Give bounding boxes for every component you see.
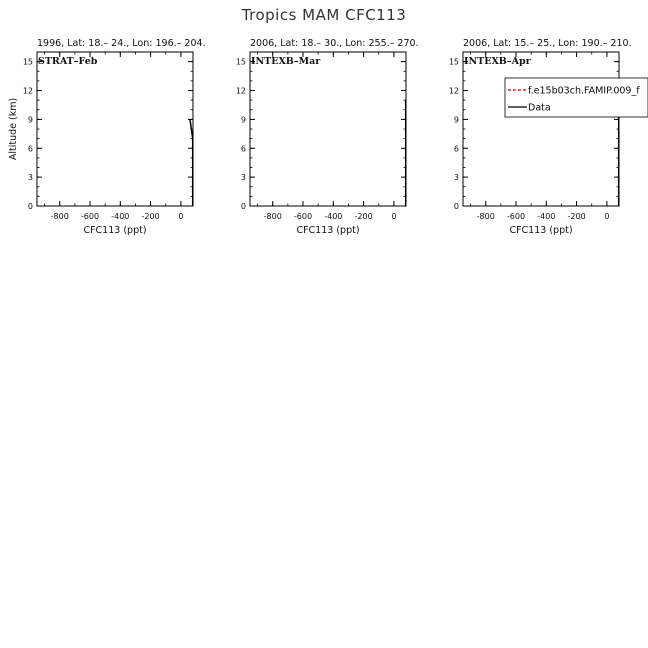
series-line-data (190, 119, 193, 206)
y-tick-label: 15 (235, 57, 246, 67)
x-tick-label: -600 (293, 212, 313, 221)
x-tick-label: -400 (537, 212, 556, 221)
x-tick-label: -600 (506, 212, 526, 221)
y-tick-label: 0 (27, 202, 33, 211)
y-tick-label: 9 (453, 115, 459, 125)
y-tick-label: 0 (453, 202, 459, 211)
legend-label: Data (528, 102, 551, 114)
panel-subtitle-2: 2006, Lat: 18.– 30., Lon: 255.– 270. (250, 38, 419, 49)
chart-title: Tropics MAM CFC113 (241, 6, 407, 24)
y-tick-label: 3 (27, 173, 33, 183)
x-axis-label: CFC113 (ppt) (296, 225, 360, 236)
y-tick-label: 6 (240, 144, 246, 154)
x-tick-label: -800 (50, 212, 69, 221)
x-tick-label: -200 (567, 212, 586, 221)
panel-subtitle-3: 2006, Lat: 15.– 25., Lon: 190.– 210. (463, 38, 632, 49)
x-tick-label: -600 (80, 212, 100, 221)
y-tick-label: 3 (240, 173, 246, 183)
y-tick-label: 9 (240, 115, 246, 125)
x-axis-label: CFC113 (ppt) (509, 225, 573, 236)
y-tick-label: 15 (22, 57, 33, 67)
panel-label-2: INTEXB–Mar (251, 56, 321, 67)
x-tick-label: -400 (324, 212, 343, 221)
y-axis-label: Altitude (km) (8, 97, 19, 161)
panel-label-1: STRAT–Feb (38, 56, 98, 67)
y-tick-label: 0 (240, 202, 246, 211)
x-tick-label: 0 (604, 212, 610, 221)
x-tick-label: -800 (476, 212, 495, 221)
y-tick-label: 12 (235, 86, 246, 96)
plot-frame-1 (37, 52, 193, 206)
plot-frame-3 (463, 52, 619, 206)
y-tick-label: 15 (448, 57, 459, 67)
y-tick-label: 6 (453, 144, 459, 154)
x-tick-label: -400 (111, 212, 130, 221)
y-tick-label: 12 (22, 86, 33, 96)
y-tick-label: 9 (27, 115, 33, 125)
x-tick-label: -200 (354, 212, 373, 221)
plot-frame-2 (250, 52, 406, 206)
x-axis-label: CFC113 (ppt) (83, 225, 147, 236)
y-tick-label: 3 (453, 173, 459, 183)
panel-label-3: INTEXB–Apr (464, 56, 531, 67)
x-tick-label: -200 (141, 212, 160, 221)
y-tick-label: 12 (448, 86, 459, 96)
x-tick-label: -800 (263, 212, 282, 221)
x-tick-label: 0 (178, 212, 184, 221)
legend-label: f.e15b03ch.FAMIP.009_f (528, 85, 640, 97)
x-tick-label: 0 (391, 212, 397, 221)
legend-box (505, 78, 648, 117)
panel-subtitle-1: 1996, Lat: 18.– 24., Lon: 196.– 204. (37, 38, 206, 49)
y-tick-label: 6 (27, 144, 33, 154)
